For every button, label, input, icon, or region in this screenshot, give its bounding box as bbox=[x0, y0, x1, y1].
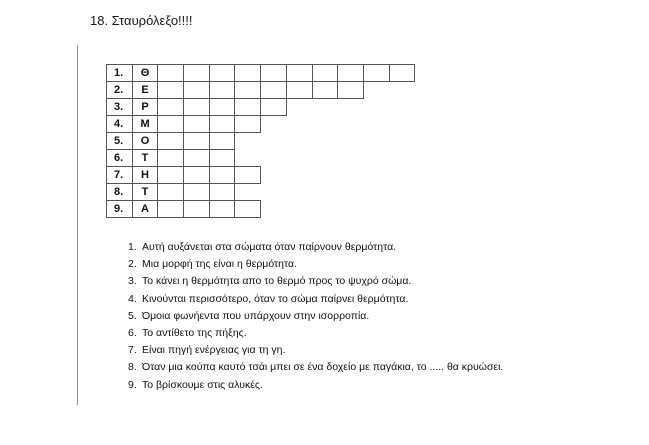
clue-item bbox=[128, 258, 297, 270]
empty-letter-cell[interactable] bbox=[157, 200, 184, 218]
given-letter-cell: Ρ bbox=[132, 98, 159, 116]
empty-letter-cell[interactable] bbox=[312, 64, 339, 82]
given-letter-cell: Ε bbox=[132, 81, 159, 99]
row-number: 1. bbox=[106, 64, 133, 82]
empty-letter-cell[interactable] bbox=[157, 98, 184, 116]
empty-letter-cell[interactable] bbox=[286, 81, 313, 99]
clue-text: Το βρίσκουμε στις αλυκές. bbox=[142, 378, 263, 391]
crossword-row bbox=[106, 115, 261, 133]
crossword-row bbox=[106, 149, 235, 167]
empty-letter-cell[interactable] bbox=[183, 200, 210, 218]
crossword-row bbox=[106, 64, 415, 82]
clue-text: Όμοια φωνήεντα που υπάρχουν στην ισορροπία. bbox=[142, 309, 370, 322]
given-letter-cell: Θ bbox=[132, 64, 159, 82]
row-number: 8. bbox=[106, 183, 133, 201]
clue-text: Αυτή αυξάνεται στα σώματα όταν παίρνουν θερμότητα. bbox=[142, 241, 397, 253]
empty-letter-cell[interactable] bbox=[260, 64, 287, 82]
clue-number: 3. bbox=[128, 275, 137, 288]
crossword-row bbox=[106, 98, 287, 116]
empty-letter-cell[interactable] bbox=[363, 64, 390, 82]
empty-letter-cell[interactable] bbox=[157, 132, 184, 150]
row-number: 5. bbox=[106, 132, 133, 150]
empty-letter-cell[interactable] bbox=[157, 149, 184, 167]
empty-letter-cell[interactable] bbox=[209, 183, 236, 201]
empty-letter-cell[interactable] bbox=[183, 81, 210, 99]
clue-number: 7. bbox=[128, 344, 137, 357]
clue-text: Όταν μια κούπα καυτό τσάι μπει σε ένα δοχείο με παγάκια, το ..... θα κρυώσει. bbox=[142, 361, 504, 374]
empty-letter-cell[interactable] bbox=[209, 64, 236, 82]
clue-number: 2. bbox=[128, 258, 137, 271]
given-letter-cell: Α bbox=[132, 200, 159, 218]
empty-letter-cell[interactable] bbox=[183, 115, 210, 133]
clue-item bbox=[128, 344, 285, 356]
empty-letter-cell[interactable] bbox=[157, 64, 184, 82]
clue-number: 8. bbox=[128, 361, 137, 374]
empty-letter-cell[interactable] bbox=[234, 98, 261, 116]
empty-letter-cell[interactable] bbox=[389, 64, 416, 82]
empty-letter-cell[interactable] bbox=[209, 166, 236, 184]
clue-item bbox=[128, 327, 247, 339]
clue-item bbox=[128, 241, 396, 253]
clue-number: 1. bbox=[128, 241, 137, 253]
empty-letter-cell[interactable] bbox=[337, 64, 364, 82]
crossword-row bbox=[106, 200, 261, 218]
empty-letter-cell[interactable] bbox=[234, 166, 261, 184]
given-letter-cell: Τ bbox=[132, 149, 159, 167]
empty-letter-cell[interactable] bbox=[286, 64, 313, 82]
empty-letter-cell[interactable] bbox=[183, 132, 210, 150]
empty-letter-cell[interactable] bbox=[183, 149, 210, 167]
crossword-row bbox=[106, 132, 235, 150]
empty-letter-cell[interactable] bbox=[209, 149, 236, 167]
empty-letter-cell[interactable] bbox=[337, 81, 364, 99]
row-number: 9. bbox=[106, 200, 133, 218]
empty-letter-cell[interactable] bbox=[157, 166, 184, 184]
row-number: 2. bbox=[106, 81, 133, 99]
row-number: 4. bbox=[106, 115, 133, 133]
empty-letter-cell[interactable] bbox=[209, 81, 236, 99]
clue-number: 5. bbox=[128, 309, 137, 322]
empty-letter-cell[interactable] bbox=[183, 183, 210, 201]
row-number: 7. bbox=[106, 166, 133, 184]
clue-text: Το αντίθετο της πήξης. bbox=[142, 327, 247, 339]
empty-letter-cell[interactable] bbox=[157, 183, 184, 201]
empty-letter-cell[interactable] bbox=[234, 81, 261, 99]
empty-letter-cell[interactable] bbox=[234, 64, 261, 82]
margin-line bbox=[77, 45, 78, 405]
empty-letter-cell[interactable] bbox=[234, 115, 261, 133]
clue-item bbox=[128, 293, 408, 305]
clue-text: Κινούνται περισσότερο, όταν το σώμα παίρνει θερμότητα. bbox=[142, 292, 409, 305]
empty-letter-cell[interactable] bbox=[209, 200, 236, 218]
crossword-row bbox=[106, 183, 235, 201]
empty-letter-cell[interactable] bbox=[183, 98, 210, 116]
row-number: 3. bbox=[106, 98, 133, 116]
given-letter-cell: Τ bbox=[132, 183, 159, 201]
empty-letter-cell[interactable] bbox=[260, 81, 287, 99]
empty-letter-cell[interactable] bbox=[312, 81, 339, 99]
empty-letter-cell[interactable] bbox=[183, 166, 210, 184]
clue-number: 6. bbox=[128, 327, 137, 339]
crossword-row bbox=[106, 81, 364, 99]
empty-letter-cell[interactable] bbox=[157, 81, 184, 99]
empty-letter-cell[interactable] bbox=[157, 115, 184, 133]
page-title: 18. Σταυρόλεξο!!!! bbox=[90, 13, 193, 28]
clue-number: 9. bbox=[128, 378, 137, 391]
empty-letter-cell[interactable] bbox=[209, 115, 236, 133]
crossword-row bbox=[106, 166, 261, 184]
clue-item bbox=[128, 275, 411, 287]
clue-text: Το κάνει η θερμότητα απο το θερμό προς το ψυχρό σώμα. bbox=[142, 275, 412, 288]
row-number: 6. bbox=[106, 149, 133, 167]
clue-item bbox=[128, 361, 503, 373]
empty-letter-cell[interactable] bbox=[260, 98, 287, 116]
clue-text: Μια μορφή της είναι η θερμότητα. bbox=[142, 258, 298, 271]
clue-item bbox=[128, 310, 369, 322]
clue-number: 4. bbox=[128, 292, 137, 305]
given-letter-cell: Η bbox=[132, 166, 159, 184]
clue-text: Είναι πηγή ενέργειας για τη γη. bbox=[142, 344, 286, 357]
empty-letter-cell[interactable] bbox=[234, 200, 261, 218]
given-letter-cell: Μ bbox=[132, 115, 159, 133]
empty-letter-cell[interactable] bbox=[183, 64, 210, 82]
empty-letter-cell[interactable] bbox=[209, 98, 236, 116]
empty-letter-cell[interactable] bbox=[209, 132, 236, 150]
clue-item bbox=[128, 379, 263, 391]
given-letter-cell: Ο bbox=[132, 132, 159, 150]
